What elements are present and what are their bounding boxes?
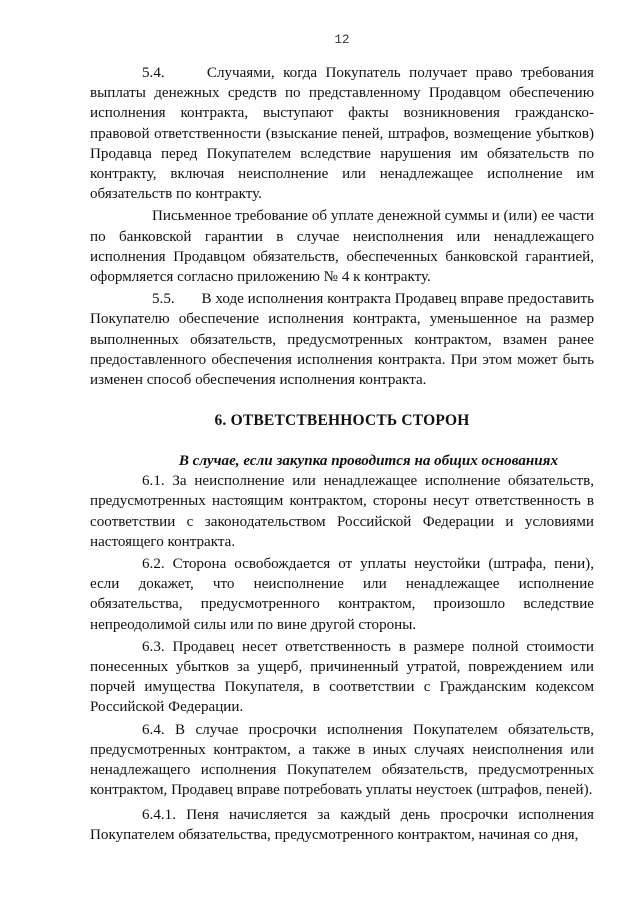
document-page bbox=[90, 0, 594, 905]
paragraph-6-3: 6.3. Продавец несет ответственность в размере полной стоимости понесенных убытков за ущерб, причиненный утратой, повреждением или порчей имущества Покупателя, в соответствии с Гражданским кодексом Российской Федерации. bbox=[90, 638, 594, 716]
paragraph-6-2: 6.2. Сторона освобождается от уплаты неустойки (штрафа, пени), если докажет, что неисполнение или ненадлежащее исполнение обязательства, предусмотренного контрактом, произошло вследствие непреодолимой силы или по вине другой стороны. bbox=[90, 556, 594, 633]
paragraph-written-demand: Письменное требование об уплате денежной суммы и (или) ее части по банковской гарантии в случае неисполнения или ненадлежащего исполнения Продавцом обязательств, обеспеченных банковской гарантией, оформляется согласно приложению № 4 к контракту. bbox=[90, 208, 594, 286]
section-subheading: В случае, если закупка проводится на общих основаниях bbox=[178, 453, 558, 470]
page-number: 12 bbox=[334, 33, 350, 47]
paragraph-5-4: 5.4. Случаями, когда Покупатель получает право требования выплаты денежных средств по представленному Продавцом обеспечению исполнения контракта, выступают факты возникновения гражданско-правовой ответственности (взыскание пеней, штрафов, возмещение убытков) Продавца перед Покупателем вследствие нарушения им обязательств по контракту, включая неисполнение или ненадлежащее исполнение им обязательств по контракту. bbox=[90, 65, 594, 203]
paragraph-6-4: 6.4. В случае просрочки исполнения Покупателем обязательств, предусмотренных контрактом, а также в иных случаях неисполнения или ненадлежащего исполнения Покупателем обязательств, предусмотренных контрактом, Продавец вправе потребовать уплаты неустоек (штрафов, пеней). bbox=[90, 721, 594, 799]
paragraph-5-5: 5.5. В ходе исполнения контракта Продавец вправе предоставить Покупателю обеспечение исполнения контракта, уменьшенное на размер выполненных обязательств, предусмотренных контрактом, взамен ранее предоставленного обеспечения исполнения контракта. При этом может быть изменен способ обеспечения исполнения контракта. bbox=[90, 291, 594, 389]
paragraph-6-4-1: 6.4.1. Пеня начисляется за каждый день просрочки исполнения Покупателем обязательства, предусмотренного контрактом, начиная со дня, bbox=[90, 806, 594, 843]
section-heading: 6. ОТВЕТСТВЕННОСТЬ СТОРОН bbox=[214, 412, 470, 430]
document-body bbox=[90, 63, 594, 845]
paragraph-6-1: 6.1. За неисполнение или ненадлежащее исполнение обязательств, предусмотренных настоящим контрактом, стороны несут ответственность в соответствии с законодательством Российской Федерации и условиями настоящего контракта. bbox=[90, 473, 594, 550]
